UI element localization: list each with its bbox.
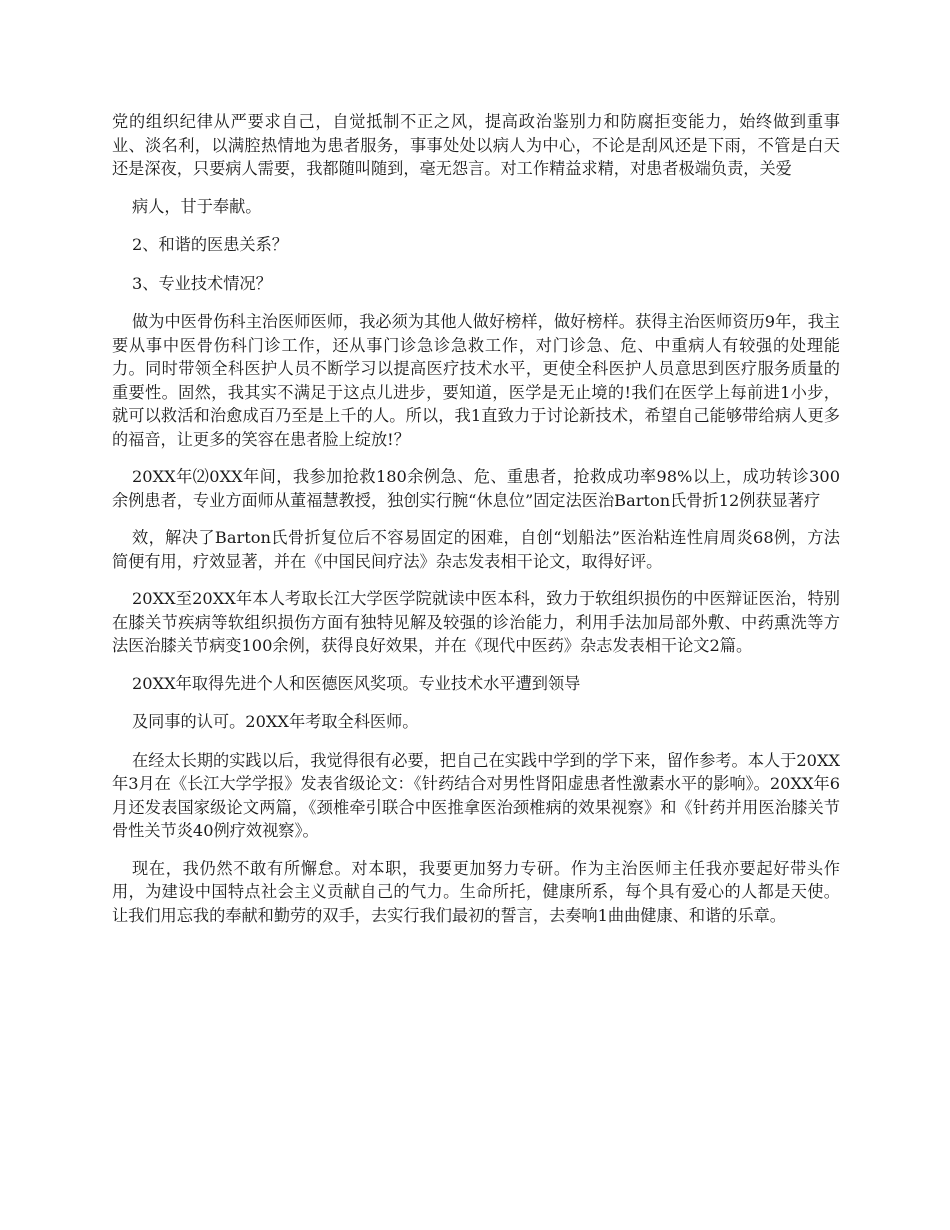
paragraph-7: 效，解决了Barton氏骨折复位后不容易固定的困难，自创“划船法”医治粘连性肩周炎68例，方法简便有用，疗效显著，并在《中国民间疗法》杂志发表相干论文，取得好评。 [112, 528, 840, 571]
paragraph-11: 在经太长期的实践以后，我觉得很有必要，把自己在实践中学到的学下来，留作参考。本人于20XX年3月在《长江大学学报》发表省级论文：《针药结合对男性肾阳虚患者性激素水平的影响》。20XX年6月还发表国家级论文两篇，《颈椎牵引联合中医推拿医治颈椎病的效果视察》和《针药并用医治膝关节骨性关节炎40例疗效视察》。 [112, 750, 840, 840]
paragraph-4: 3、专业技术情况？ [132, 273, 272, 293]
document-body [112, 110, 840, 941]
paragraph-10: 及同事的认可。20XX年考取全科医师。 [132, 712, 419, 731]
paragraph-5: 做为中医骨伤科主治医师医师，我必须为其他人做好榜样，做好榜样。获得主治医师资历9年，我主要从事中医骨伤科门诊工作，还从事门诊急诊急救工作，对门诊急、危、中重病人有较强的处理能力。同时带领全科医护人员不断学习以提高医疗技术水平，更使全科医护人员意思到医疗服务质量的重要性。固然，我其实不满足于这点儿进步，要知道，医学是无止境的!我们在医学上每前进1小步，就可以救活和治愈成百乃至是上千的人。所以，我1直致力于讨论新技术，希望自己能够带给病人更多的福音，让更多的笑容在患者脸上绽放!？ [112, 312, 840, 449]
paragraph-9: 20XX年取得先进个人和医德医风奖项。专业技术水平遭到领导 [132, 673, 581, 693]
paragraph-12: 现在，我仍然不敢有所懈怠。对本职，我要更加努力专研。作为主治医师主任我亦要起好带头作用，为建设中国特点社会主义贡献自己的气力。生命所托，健康所系，每个具有爱心的人都是天使。让我们用忘我的奉献和勤劳的双手，去实行我们最初的誓言，去奏响1曲曲健康、和谐的乐章。 [112, 858, 840, 925]
paragraph-2: 病人，甘于奉献。 [132, 196, 262, 216]
paragraph-1: 党的组织纪律从严要求自己，自觉抵制不正之风，提高政治鉴别力和防腐拒变能力，始终做到重事业、淡名利，以满腔热情地为患者服务，事事处处以病人为中心，不论是刮风还是下雨，不管是白天还是深夜，只要病人需要，我都随叫随到，毫无怨言。对工作精益求精，对患者极端负责，关爱 [112, 112, 840, 178]
paragraph-6: 20XX年⑵0XX年间，我参加抢救180余例急、危、重患者，抢救成功率98%以上，成功转诊300余例患者，专业方面师从董福慧教授，独创实行腕“休息位”固定法医治Barton氏骨折12例获显著疗 [112, 467, 840, 510]
paragraph-3: 2、和谐的医患关系？ [132, 235, 288, 254]
paragraph-8: 20XX至20XX年本人考取长江大学医学院就读中医本科，致力于软组织损伤的中医辩证医治，特别在膝关节疾病等软组织损伤方面有独特见解及较强的诊治能力，利用手法加局部外敷、中药熏洗等方法医治膝关节病变100余例，获得良好效果，并在《现代中医药》杂志发表相干论文2篇。 [112, 589, 840, 655]
